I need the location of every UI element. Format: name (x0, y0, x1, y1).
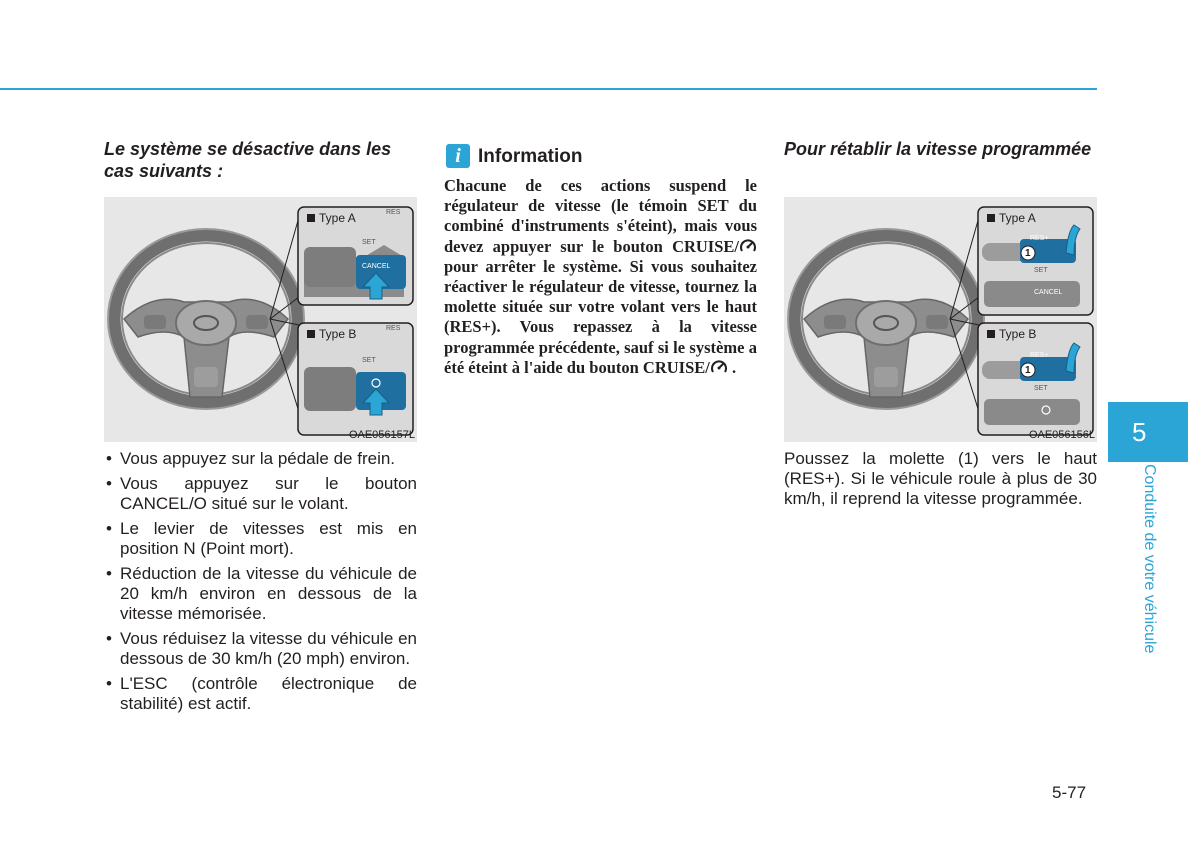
res-plus-label: RES+ (1030, 235, 1049, 242)
res-label-b: RES (386, 325, 401, 332)
res-label: RES (386, 209, 401, 216)
info-header (444, 142, 757, 168)
cruise-icon (739, 237, 757, 255)
set-label: SET (362, 239, 376, 246)
right-heading: Pour rétablir la vitesse programmée (784, 139, 1092, 159)
cancel-label: CANCEL (362, 263, 391, 270)
type-a-label: Type A (307, 211, 356, 225)
type-b-label: Type B (987, 327, 1036, 341)
steering-wheel-illustration (104, 197, 417, 442)
deactivation-list (104, 449, 417, 719)
set-label-b: SET (1034, 385, 1048, 392)
figure-code: OAE056157L (348, 429, 415, 441)
set-label: SET (1034, 267, 1048, 274)
list-item: • Vous réduisez la vitesse du véhicule en dessous de 30 km/h (20 mph) environ. (104, 629, 417, 669)
set-label-b: SET (362, 357, 376, 364)
list-item: • L'ESC (contrôle électronique de stabilité) est actif. (104, 674, 417, 714)
steering-wheel-illustration (784, 197, 1097, 442)
list-item: • Le levier de vitesses est mis en position N (Point mort). (104, 519, 417, 559)
res-plus-label-b: RES+ (1030, 352, 1049, 359)
top-rule (0, 88, 1097, 90)
figure-resume (784, 197, 1097, 442)
cruise-icon (710, 358, 728, 376)
info-title: Information (478, 146, 583, 167)
type-a-label: Type A (987, 211, 1036, 225)
callout-number: 1 (1025, 248, 1031, 259)
chapter-tab: 5 (1108, 402, 1188, 462)
info-body-part1: Chacune de ces actions suspend le régulateur de vitesse (le témoin SET du combiné d'instruments s'éteint), mais vous devez appuyer sur le bouton CRUISE/ (444, 176, 757, 256)
figure-code: OAE056156L (1028, 429, 1095, 441)
info-icon: i (446, 144, 470, 168)
list-item: • Vous appuyez sur la pédale de frein. (104, 449, 417, 469)
figure-cancel (104, 197, 417, 442)
info-body (444, 176, 757, 378)
resume-paragraph: Poussez la molette (1) vers le haut (RES+). Si le véhicule roule à plus de 30 km/h, il reprend la vitesse programmée. (784, 449, 1097, 508)
list-item: • Vous appuyez sur le bouton CANCEL/O situé sur le volant. (104, 474, 417, 514)
type-b-label: Type B (307, 327, 356, 341)
info-body-part2: pour arrêter le système. Si vous souhaitez réactiver le régulateur de vitesse, tournez la molette située sur votre volant vers le haut (RES+). Vous repassez à la vitesse programmée précédente, sauf si le système a été éteint à l'aide du bouton CRUISE/ (444, 256, 757, 377)
page-number: 5-77 (1052, 783, 1087, 802)
cancel-label: CANCEL (1034, 289, 1063, 296)
callout-number-b: 1 (1025, 365, 1031, 376)
list-item: • Réduction de la vitesse du véhicule de 20 km/h environ en dessous de la vitesse mémorisée. (104, 564, 417, 624)
chapter-title: Conduite de votre véhicule (1141, 464, 1158, 654)
left-heading: Le système se désactive dans les cas suivants : (104, 139, 392, 181)
info-body-part3: . (727, 357, 737, 377)
